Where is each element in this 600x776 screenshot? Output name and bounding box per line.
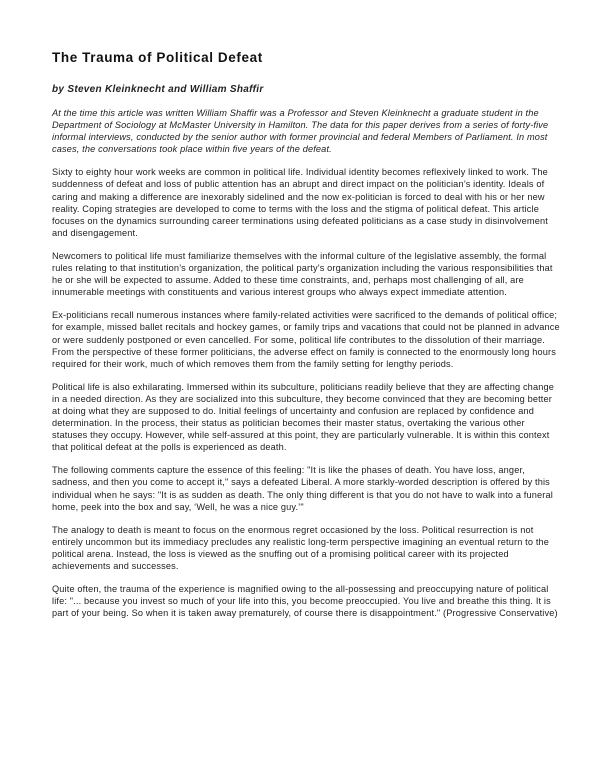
paragraph-exhilarating: Political life is also exhilarating. Immersed within its subculture, politicians readily believe that they are affecting change in a needed direction. As they are socialized into this subculture, they become convinced that they are becoming better at doing what they are supposed to do. Initial feelings of uncertainty and confusion are replaced by confidence and determination. In the process, their status as politician becomes their master status, overtaking the various other statuses they occupy. However, while self-assured at this point, they are particularly vulnerable. It is within this context that political defeat at the polls is experienced as death.: [52, 381, 554, 453]
paragraph-family: Ex-politicians recall numerous instances where family-related activities were sacrificed to the demands of political office; for example, missed ballet recitals and hockey games, or family trips and vacations that could not be planned in advance or were suddenly postponed or even cancelled. For some, political life contributes to the dissolution of their marriage. From the perspective of these former politicians, the adverse effect on family is connected to the enormously long hours required for their work, much of which removes them from the family setting for lengthy periods.: [52, 310, 560, 369]
paragraph-death-analogy: The analogy to death is meant to focus on the enormous regret occasioned by the loss. Political resurrection is not entirely uncommon but its immediacy precludes any realistic long-term perspective imagining an eventual return to the political arena. Instead, the loss is viewed as the snuffing out of a promising political career with its projected achievements and successes.: [52, 524, 550, 571]
paragraph-trauma: Quite often, the trauma of the experience is magnified owing to the all-possessing and preoccupying nature of political life: "... because you invest so much of your life into this, you become preoccupied. You live and breathe this thing. It is part of your being. So when it is taken away prematurely, of course there is disappointment." (Progressive Conservative): [52, 584, 558, 619]
article: [52, 50, 562, 619]
article-byline: by Steven Kleinknecht and William Shaffir: [52, 84, 264, 95]
paragraph-newcomers: Newcomers to political life must familiarize themselves with the informal culture of the legislative assembly, the formal rules relating to that institution’s organization, the political party’s organization including the various responsibilities that he or she will be expected to assume. Added to these time constraints, and, perhaps most challenging of all, are innumerable meetings with constituents and various interest groups who always expect immediate attention.: [52, 250, 553, 298]
author-note: At the time this article was written William Shaffir was a Professor and Steven Kleinknecht a graduate student in the Department of Sociology at McMaster University in Hamilton. The data for this paper derives from a series of forty-five informal interviews, conducted by the senior author with former provincial and federal Members of Parliament. In most cases, the conversations took place within five years of the defeat.: [52, 108, 549, 155]
article-title: The Trauma of Political Defeat: [52, 50, 263, 65]
paragraph-death-quotes: The following comments capture the essence of this feeling: "It is like the phases of death. You have loss, anger, sadness, and then you come to accept it," says a defeated Liberal. A more starkly-worded description is offered by this individual when he says: "It is as sudden as death. The only thing different is that you do not have to walk into a funeral home, peek into the box and say, ‘Well, he was a nice guy.’": [52, 465, 553, 512]
paragraph-identity: Sixty to eighty hour work weeks are common in political life. Individual identity becomes reflexively linked to work. The suddenness of defeat and loss of public attention has an abrupt and direct impact on the politician’s identity. Ideals of caring and making a difference are inexorably sidelined and the now ex-politician is forced to deal with his or her new reality. Coping strategies are developed to come to terms with the loss and the stigma of political defeat. This article focuses on the dynamics surrounding career terminations using defeated politicians as a case study in disinvolvement and disengagement.: [52, 167, 548, 238]
